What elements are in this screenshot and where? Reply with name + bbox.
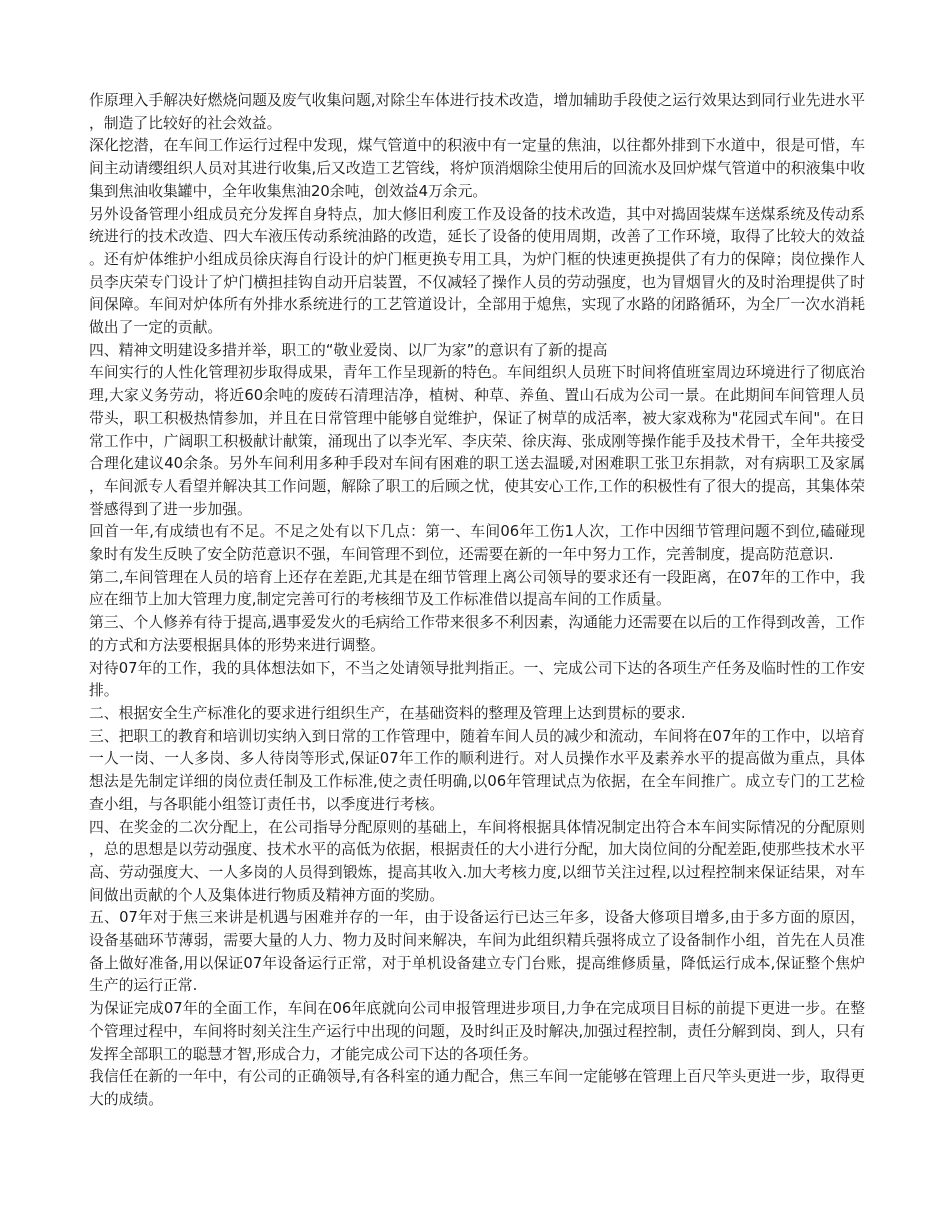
document-body xyxy=(89,90,865,1112)
paragraph-5: 车间实行的人性化管理初步取得成果，青年工作呈现新的特色。车间组织人员班下时间将值班室周边环境进行了彻底治理,大家义务劳动，将近60余吨的废砖石清理洁净，植树、种草、养鱼、置山石成为公司一景。在此期间车间管理人员带头，职工积极热情参加，并且在日常管理中能够自觉维护，保证了树草的成活率，被大家戏称为"花园式车间"。在日常工作中，广阔职工积极献计献策，涌现出了以李光军、李庆荣、徐庆海、张成刚等操作能手及技术骨干，全年共接受合理化建议40余条。另外车间利用多种手段对车间有困难的职工送去温暖,对困难职工张卫东捐款，对有病职工及家属，车间派专人看望并解决其工作问题，解除了职工的后顾之忧，使其安心工作,工作的积极性有了很大的提高，其集体荣誉感得到了进一步加强。 xyxy=(89,364,865,518)
paragraph-3: 另外设备管理小组成员充分发挥自身特点，加大修旧利废工作及设备的技术改造，其中对捣固装煤车送煤系统及传动系统进行的技术改造、四大车液压传动系统油路的改造，延长了设备的使用周期，改善了工作环境，取得了比较大的效益。还有炉体维护小组成员徐庆海自行设计的炉门框更换专用工具，为炉门框的快速更换提供了有力的保障；岗位操作人员李庆荣专门设计了炉门横担挂钩自动开启装置，不仅减轻了操作人员的劳动强度，也为冒烟冒火的及时治理提供了时间保障。车间对炉体所有外排水系统进行的工艺管道设计，全部用于熄焦，实现了水路的闭路循环，为全厂一次水消耗做出了一定的贡献。 xyxy=(89,205,865,337)
paragraph-9: 对待07年的工作，我的具体想法如下，不当之处请领导批判指正。一、完成公司下达的各项生产任务及临时性的工作安排。 xyxy=(89,659,865,700)
paragraph-2: 深化挖潜，在车间工作运行过程中发现，煤气管道中的积液中有一定量的焦油，以往都外排到下水道中，很是可惜，车间主动请缨组织人员对其进行收集,后又改造工艺管线，将炉顶消烟除尘使用后的回流水及回炉煤气管道中的积液集中收集到焦油收集罐中，全年收集焦油20余吨，创效益4万余元。 xyxy=(89,137,865,200)
paragraph-11: 三、把职工的教育和培训切实纳入到日常的工作管理中，随着车间人员的减少和流动，车间将在07年的工作中，以培育一人一岗、一人多岗、多人待岗等形式,保证07年工作的顺利进行。对人员操作水平及素养水平的提高做为重点，具体想法是先制定详细的岗位责任制及工作标准,使之责任明确,以06年管理试点为依据，在全车间推广。成立专门的工艺检查小组，与各职能小组签订责任书，以季度进行考核。 xyxy=(89,727,865,813)
paragraph-13: 五、07年对于焦三来讲是机遇与困难并存的一年，由于设备运行已达三年多，设备大修项目增多,由于多方面的原因，设备基础环节薄弱，需要大量的人力、物力及时间来解决，车间为此组织精兵强将成立了设备制作小组，首先在人员准备上做好准备,用以保证07年设备运行正常，对于单机设备建立专门台账，提高维修质量，降低运行成本,保证整个焦炉生产的运行正常. xyxy=(89,909,865,995)
paragraph-1: 作原理入手解决好燃烧问题及废气收集问题,对除尘车体进行技术改造，增加辅助手段使之运行效果达到同行业先进水平，制造了比较好的社会效益。 xyxy=(89,92,865,132)
section-heading-4: 四、精神文明建设多措并举，职工的“敬业爱岗、以厂为家”的意识有了新的提高 xyxy=(89,341,608,359)
paragraph-8: 第三、个人修养有待于提高,遇事爱发火的毛病给工作带来很多不利因素，沟通能力还需要在以后的工作得到改善，工作的方式和方法要根据具体的形势来进行调整。 xyxy=(89,614,865,654)
paragraph-14: 为保证完成07年的全面工作，车间在06年底就向公司申报管理进步项目,力争在完成项目目标的前提下更进一步。在整个管理过程中，车间将时刻关注生产运行中出现的问题，及时纠正及时解决,加强过程控制，责任分解到岗、到人，只有发挥全部职工的聪慧才智,形成合力，才能完成公司下达的各项任务。 xyxy=(89,1000,865,1063)
paragraph-15: 我信任在新的一年中，有公司的正确领导,有各科室的通力配合，焦三车间一定能够在管理上百尺竿头更进一步，取得更大的成绩。 xyxy=(89,1068,865,1108)
paragraph-6: 回首一年,有成绩也有不足。不足之处有以下几点：第一、车间06年工伤1人次，工作中因细节管理问题不到位,磕碰现象时有发生反映了安全防范意识不强，车间管理不到位，还需要在新的一年中努力工作，完善制度，提高防范意识. xyxy=(89,523,865,564)
paragraph-10: 二、根据安全生产标准化的要求进行组织生产，在基础资料的整理及管理上达到贯标的要求. xyxy=(89,704,686,722)
paragraph-7: 第二,车间管理在人员的培育上还存在差距,尤其是在细节管理上离公司领导的要求还有一段距离，在07年的工作中，我应在细节上加大管理力度,制定完善可行的考核细节及工作标准借以提高车间的工作质量。 xyxy=(89,568,865,609)
paragraph-12: 四、在奖金的二次分配上，在公司指导分配原则的基础上，车间将根据具体情况制定出符合本车间实际情况的分配原则，总的思想是以劳动强度、技术水平的高低为依据，根据责任的大小进行分配，加大岗位间的分配差距,使那些技术水平高、劳动强度大、一人多岗的人员得到锻炼，提高其收入.加大考核力度,以细节关注过程,以过程控制来保证结果，对车间做出贡献的个人及集体进行物质及精神方面的奖励。 xyxy=(89,818,865,904)
